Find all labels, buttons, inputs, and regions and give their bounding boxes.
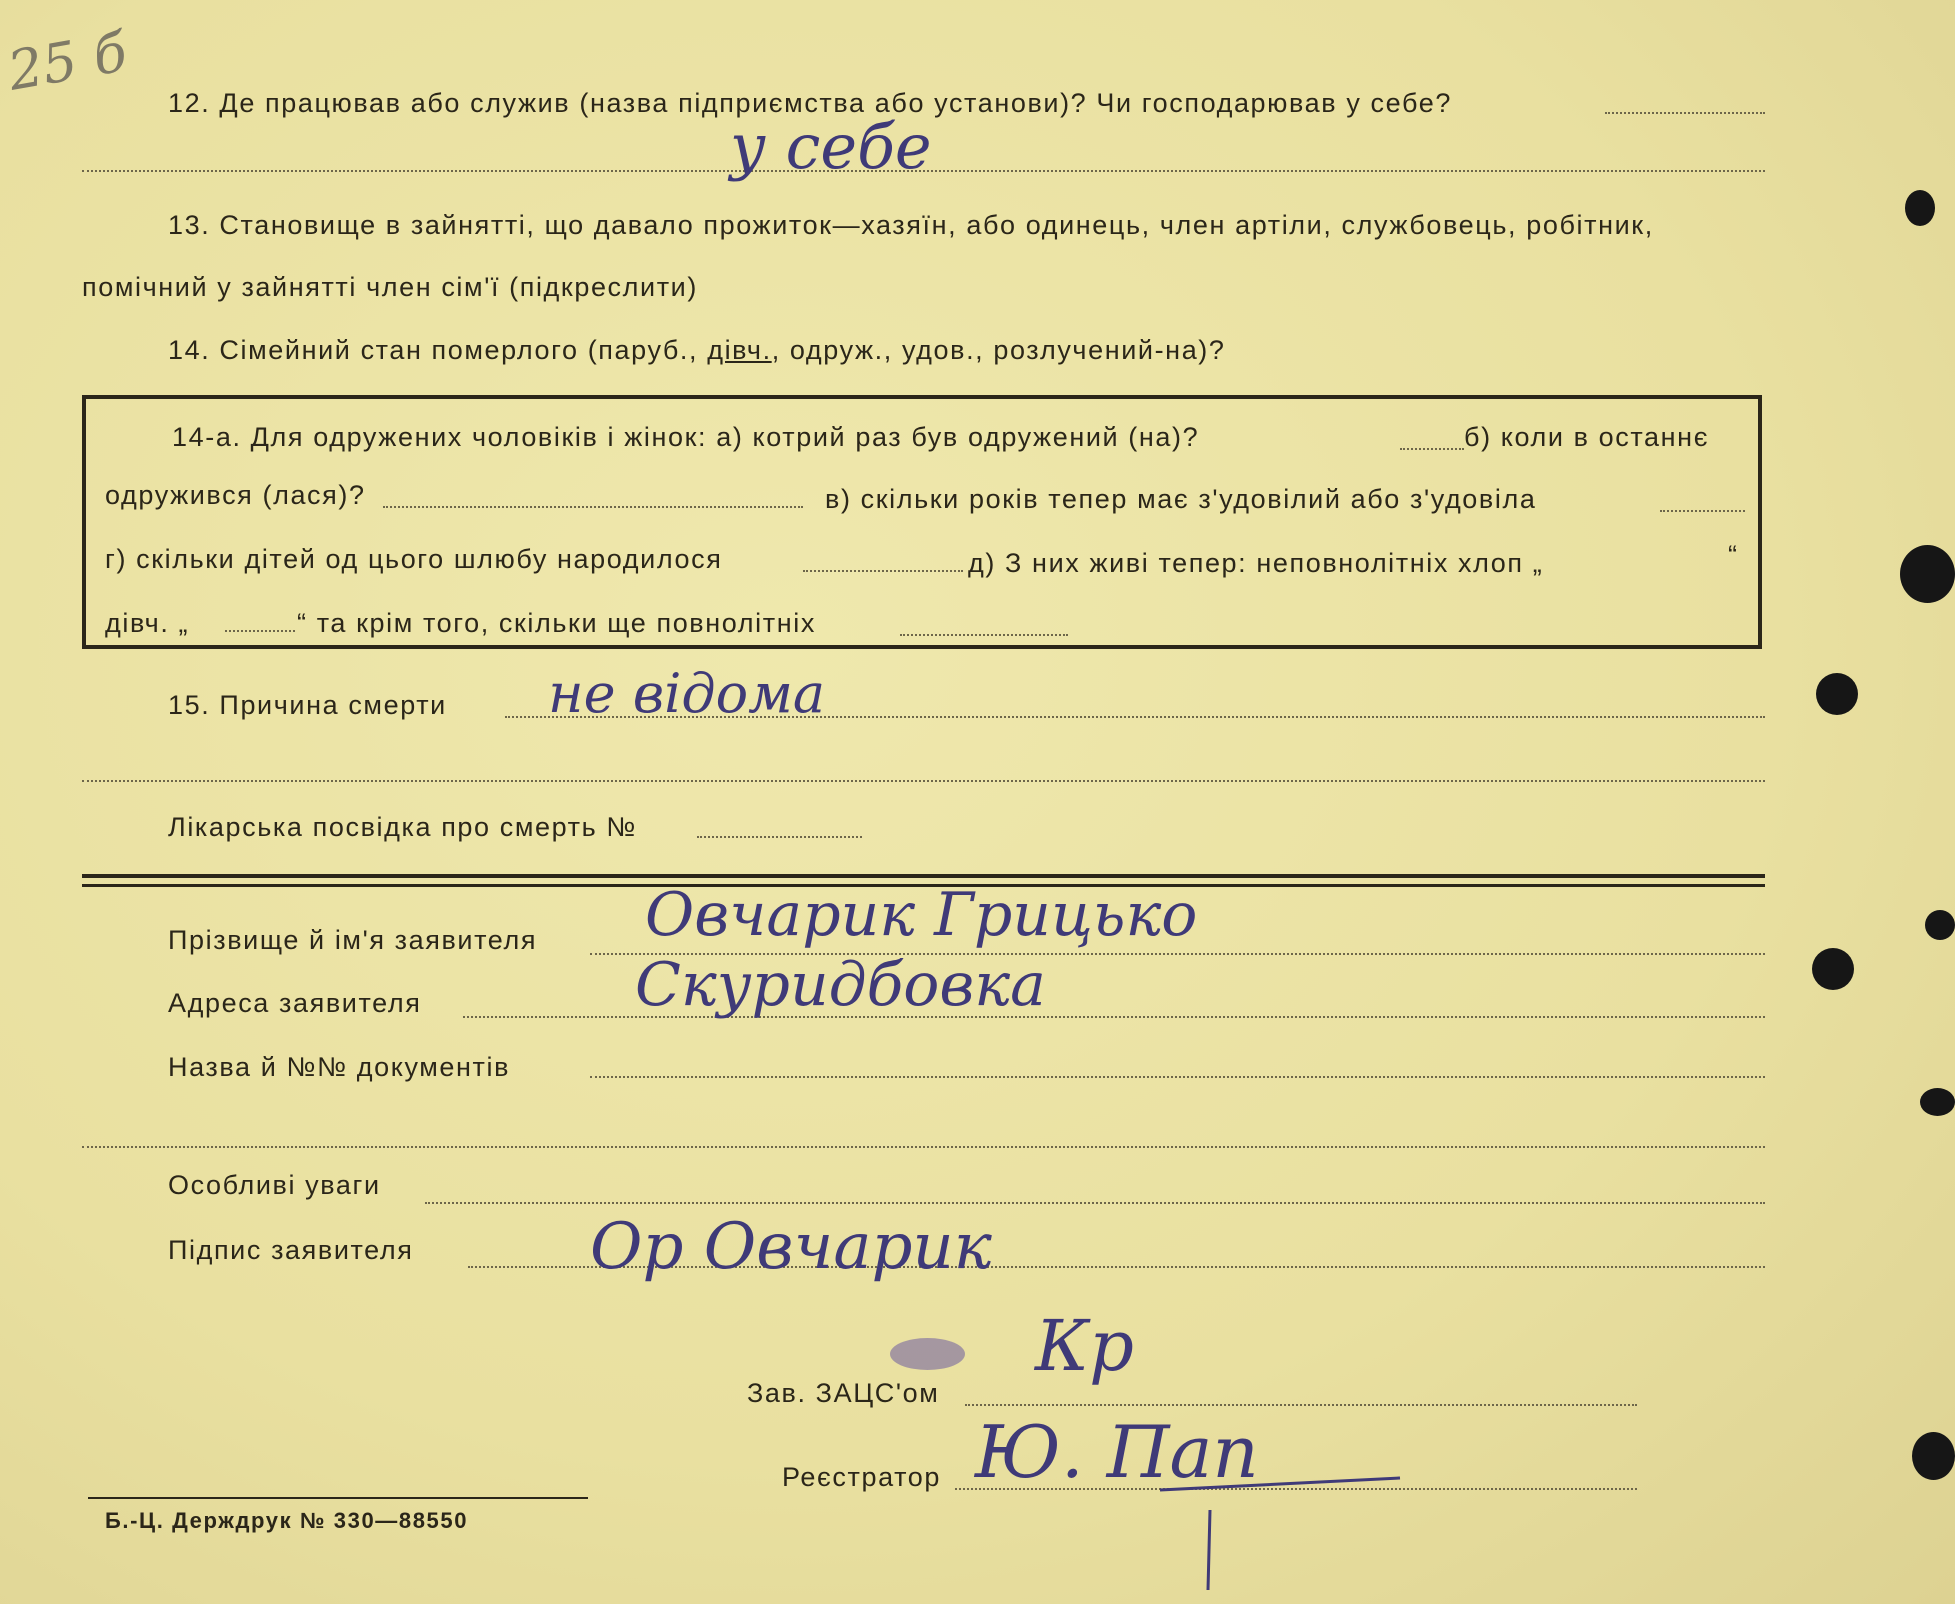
head-zags-line <box>965 1404 1637 1406</box>
registrar-signature-stroke <box>960 1470 1420 1600</box>
punch-hole <box>1900 545 1955 603</box>
punch-hole <box>1925 910 1955 940</box>
section-divider-top <box>82 874 1765 878</box>
applicant-signature-value: Ор Овчарик <box>590 1210 992 1284</box>
footer-rule <box>88 1497 588 1499</box>
q14a-line3-a: г) скільки дітей од цього шлюбу народилося <box>105 544 723 574</box>
page-number: 25 б <box>3 20 132 103</box>
q13-line1: 13. Становище в зайнятті, що давало прожиток—хазяїн, або одинець, член артіли, службовець, робітник, <box>168 210 1654 240</box>
q14a-line4-b: “ та крім того, скільки ще повнолітніх <box>297 608 816 638</box>
punch-hole <box>1812 948 1854 990</box>
printer-imprint: Б.-Ц. Держдрук № 330—88550 <box>105 1508 469 1533</box>
q14a-line1-b: б) коли в останнє <box>1464 422 1710 452</box>
ink-blot <box>890 1338 965 1370</box>
special-notes-line <box>425 1202 1765 1204</box>
applicant-name-label: Прізвище й ім'я заявителя <box>168 925 538 955</box>
q14a-line2-a: одружився (лася)? <box>105 480 366 510</box>
q14-label <box>168 335 1226 366</box>
q14a-line4-dots <box>225 630 295 632</box>
q14a-line2-dots <box>383 506 803 508</box>
q14a-line3-c: “ <box>1728 540 1739 570</box>
special-notes-label: Особливі уваги <box>168 1170 381 1200</box>
punch-hole <box>1905 190 1935 226</box>
q13-line2: помічний у зайнятті член сім'ї (підкреслити) <box>82 272 698 302</box>
registrar-label: Реєстратор <box>782 1462 942 1492</box>
q15-answer: не відома <box>548 662 826 725</box>
q14a-line3-dots <box>803 570 963 572</box>
applicant-address-value: Скуридбовка <box>635 950 1046 1020</box>
medical-certificate-label: Лікарська посвідка про смерть № <box>168 812 637 842</box>
q14-prefix: 14. Сімейний стан померлого (паруб., <box>168 335 708 365</box>
applicant-documents-label: Назва й №№ документів <box>168 1052 511 1082</box>
q14-suffix: , одруж., удов., розлучений-на)? <box>771 335 1226 365</box>
applicant-address-label: Адреса заявителя <box>168 988 422 1018</box>
q14a-line3-b: д) З них живі тепер: неповнолітніх хлоп „ <box>968 548 1544 578</box>
q14a-line2-end-dots <box>1660 510 1745 512</box>
q14a-line1-a: 14-а. Для одружених чоловіків і жінок: а) котрий раз був одружений (на)? <box>172 422 1200 452</box>
head-zags-label: Зав. ЗАЦС'ом <box>747 1378 940 1408</box>
applicant-documents-second-line <box>82 1146 1765 1148</box>
punch-hole <box>1912 1432 1955 1480</box>
q14a-line4-a: дівч. „ <box>105 608 190 638</box>
applicant-documents-line <box>590 1076 1765 1078</box>
punch-hole <box>1816 673 1858 715</box>
q12-dotted-line <box>1605 112 1765 114</box>
applicant-signature-label: Підпис заявителя <box>168 1235 414 1265</box>
q15-label: 15. Причина смерти <box>168 690 447 720</box>
registrar-signature: Ю. Пап <box>975 1410 1259 1494</box>
q14a-line2-b: в) скільки років тепер має з'удовілий або з'удовіла <box>825 484 1537 514</box>
q12-answer: у себе <box>730 110 932 183</box>
medical-certificate-line <box>697 836 862 838</box>
q15-second-line <box>82 780 1765 782</box>
punch-hole <box>1920 1088 1955 1116</box>
q12-label: 12. Де працював або служив (назва підприємства або установи)? Чи господарював у себе? <box>168 88 1452 118</box>
q14-selected-option: дівч. <box>707 335 772 365</box>
applicant-name-value: Овчарик Грицько <box>645 880 1198 950</box>
q14a-line4-end-dots <box>900 634 1068 636</box>
head-zags-signature: Кр <box>1035 1305 1134 1387</box>
q14a-line1-dots <box>1400 448 1464 450</box>
